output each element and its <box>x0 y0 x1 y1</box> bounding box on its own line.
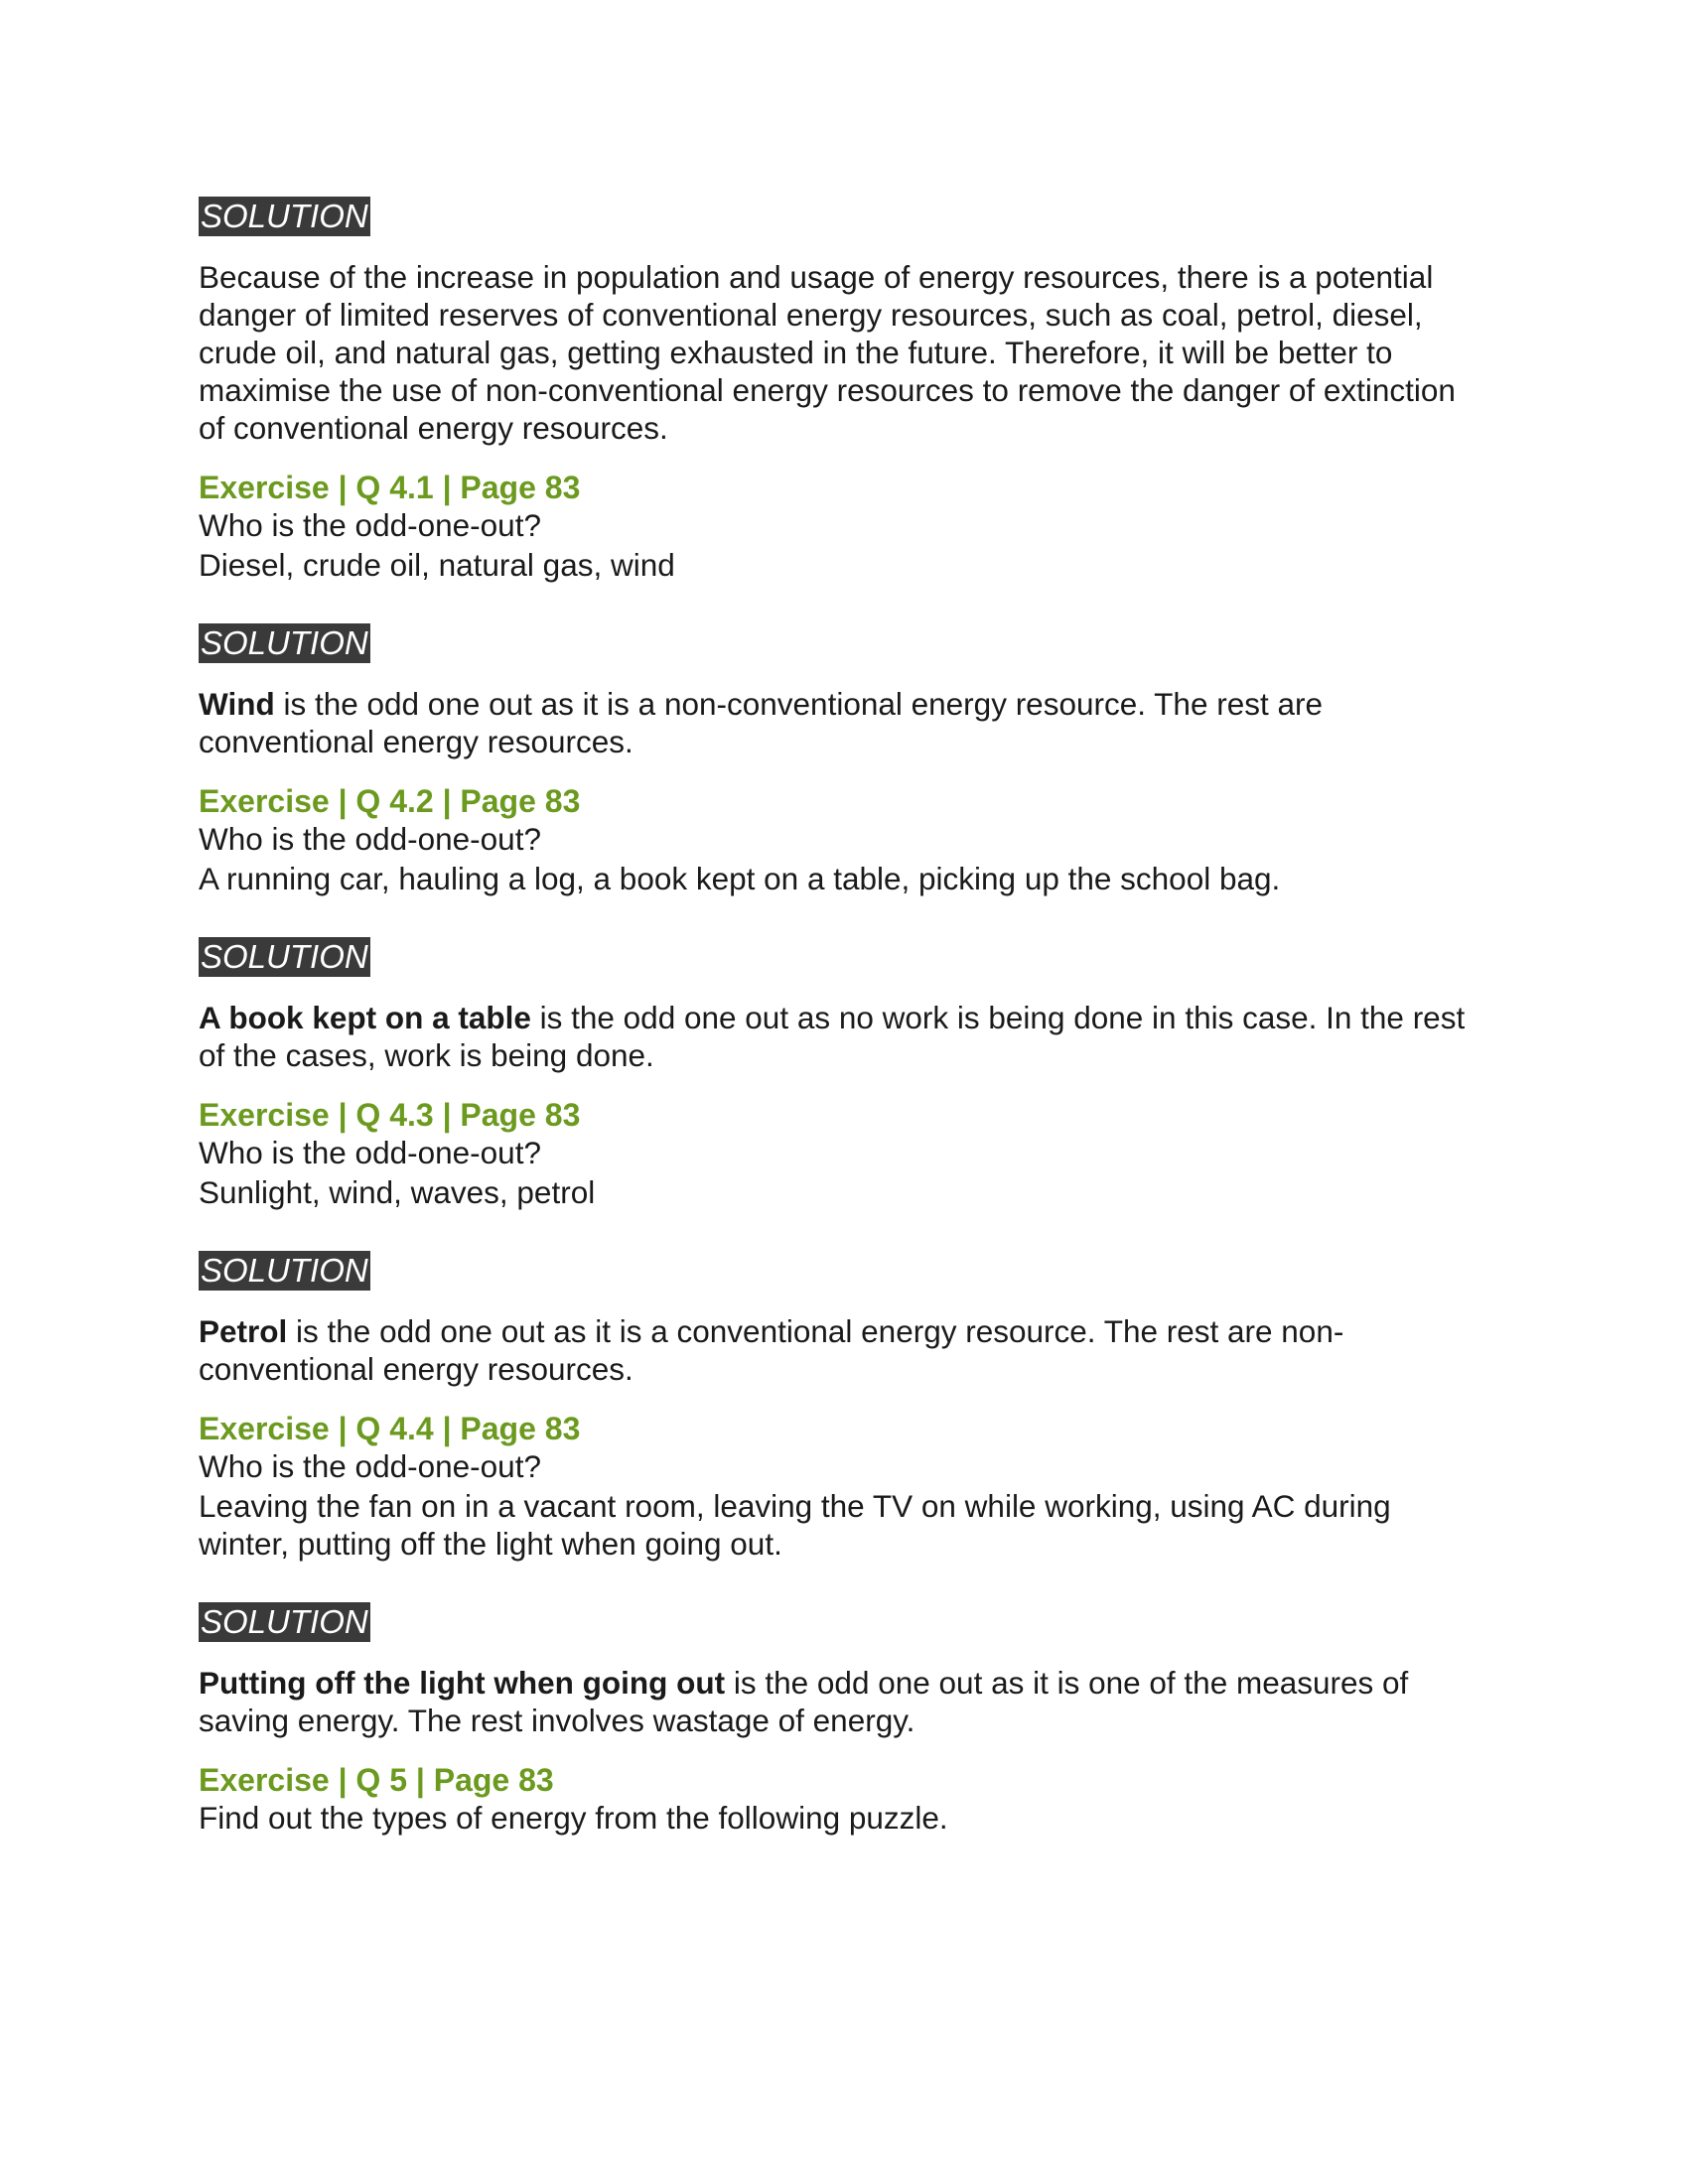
question-options: Leaving the fan on in a vacant room, leaving the TV on while working, using AC during winter, putting off the light when going out. <box>199 1488 1391 1562</box>
solution-bold: Petrol <box>199 1313 288 1349</box>
solution-body: is the odd one out as it is a non-conventional energy resource. The rest are conventional energy resources. <box>199 686 1323 759</box>
question-text: Who is the odd-one-out? <box>199 1135 541 1170</box>
question-text: Find out the types of energy from the following puzzle. <box>199 1800 948 1836</box>
question-options: Sunlight, wind, waves, petrol <box>199 1174 596 1210</box>
solution-label: SOLUTION <box>201 938 368 975</box>
exercise-heading: Exercise | Q 5 | Page 83 <box>199 1762 554 1798</box>
solution-section <box>199 623 1489 760</box>
exercise-heading: Exercise | Q 4.4 | Page 83 <box>199 1411 581 1446</box>
solution-label: SOLUTION <box>201 198 368 234</box>
solution-section <box>199 937 1489 1074</box>
question-options: A running car, hauling a log, a book kept on a table, picking up the school bag. <box>199 861 1281 896</box>
question-text: Who is the odd-one-out? <box>199 1448 541 1484</box>
document-page <box>199 197 1489 1837</box>
solution-text <box>199 999 1489 1074</box>
answer-block <box>199 937 1489 1211</box>
solution-body: is the odd one out as no work is being done in this case. In the rest of the cases, work is being done. <box>199 1000 1466 1073</box>
solution-body: Because of the increase in population and usage of energy resources, there is a potential danger of limited reserves of conventional energy resources, such as coal, petrol, diesel, crude oil, and natural gas, getting exhausted in the future. Therefore, it will be better to maximise the use of non-conventional energy resources to remove the danger of extinction of conventional energy resources. <box>199 259 1456 446</box>
solution-bold: Putting off the light when going out <box>199 1665 726 1701</box>
solution-text <box>199 1664 1489 1739</box>
solution-section <box>199 197 1489 447</box>
answer-block <box>199 197 1489 584</box>
question-text: Who is the odd-one-out? <box>199 821 541 857</box>
exercise-heading: Exercise | Q 4.2 | Page 83 <box>199 783 581 819</box>
question-options: Diesel, crude oil, natural gas, wind <box>199 547 675 583</box>
solution-text <box>199 685 1489 760</box>
solution-label: SOLUTION <box>201 624 368 661</box>
solution-body: is the odd one out as it is a conventional energy resource. The rest are non-conventional energy resources. <box>199 1313 1344 1387</box>
answer-block <box>199 623 1489 897</box>
solution-text <box>199 258 1489 447</box>
solution-section <box>199 1602 1489 1739</box>
answer-block <box>199 1251 1489 1563</box>
solution-text <box>199 1312 1489 1388</box>
solution-bold: Wind <box>199 686 275 722</box>
solution-section <box>199 1251 1489 1388</box>
solution-body: is the odd one out as it is one of the measures of saving energy. The rest involves wastage of energy. <box>199 1665 1409 1738</box>
exercise-heading: Exercise | Q 4.3 | Page 83 <box>199 1097 581 1133</box>
solution-bold: A book kept on a table <box>199 1000 531 1035</box>
exercise-heading: Exercise | Q 4.1 | Page 83 <box>199 470 581 505</box>
answer-block <box>199 1602 1489 1837</box>
solution-label: SOLUTION <box>201 1603 368 1640</box>
question-text: Who is the odd-one-out? <box>199 507 541 543</box>
solution-label: SOLUTION <box>201 1252 368 1289</box>
